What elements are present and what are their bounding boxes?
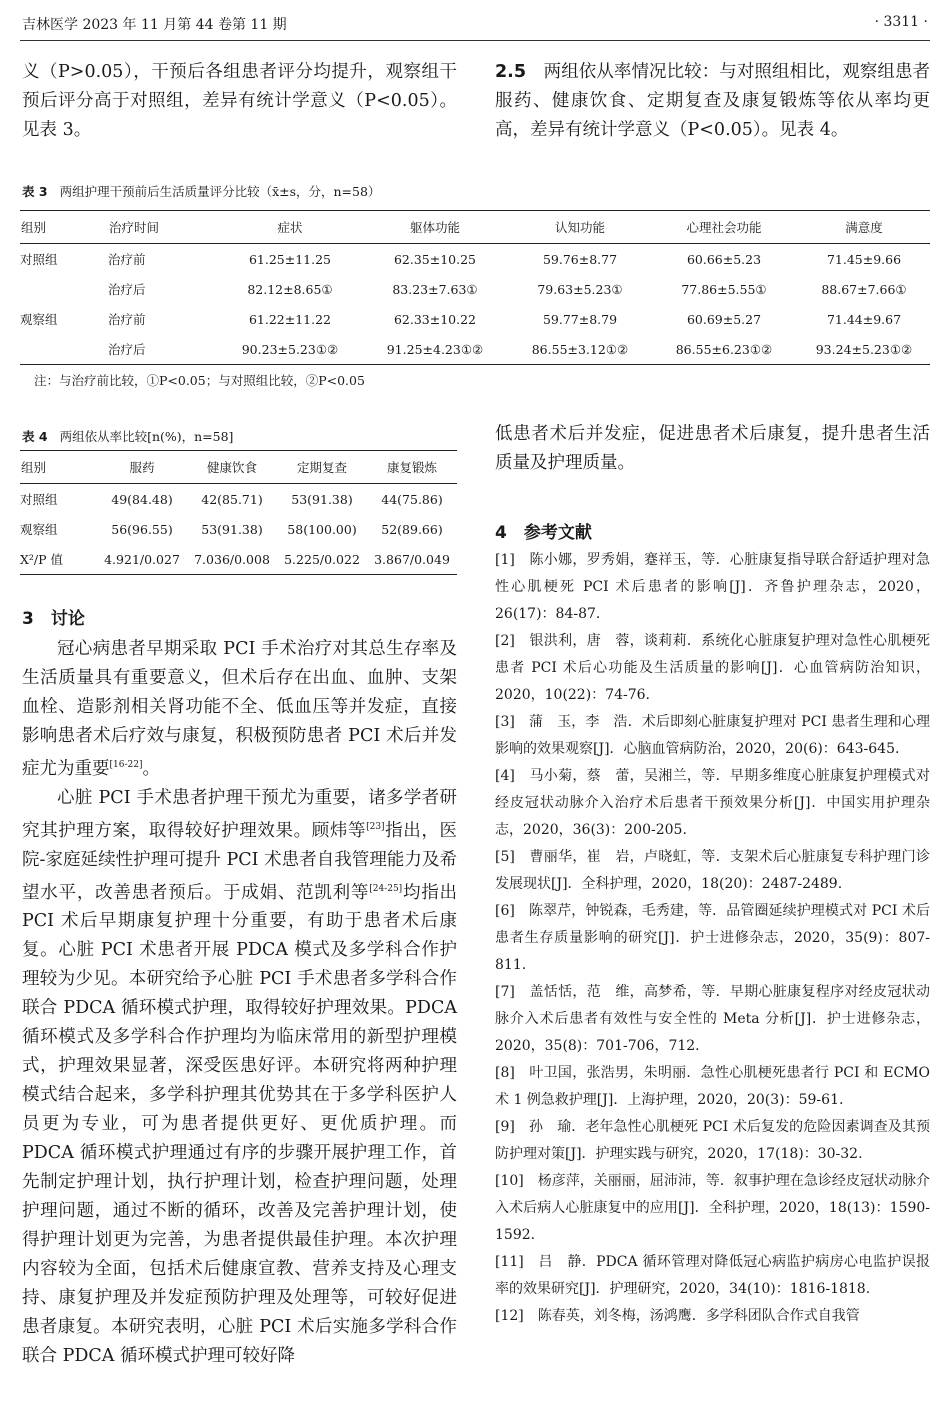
section-3-paragraph-2 <box>22 784 457 1372</box>
table3-cell: 60.69±5.27 <box>686 311 762 327</box>
table3-cell: 观察组 <box>20 312 58 327</box>
left-top-paragraph: 义（P>0.05），干预后各组患者评分均提升，观察组干预后评分高于对照组，差异有统计学意义（P<0.05）。见表 3。 <box>22 62 457 140</box>
table-row <box>20 484 457 515</box>
section-2-5-number: 2.5 <box>495 62 527 82</box>
reference-item: [7] 盖恬恬，范 维，高梦希，等．早期心脏康复程序对经皮冠状动脉介入术后患者有效性与安全性的 Meta 分析[J]．护士进修杂志，2020，35(8)：701-706，712. <box>495 984 930 1054</box>
table4-cell: 3.867/0.049 <box>374 551 450 567</box>
reference-item: [5] 曹丽华，崔 岩，卢晓虹，等．支架术后心脏康复专科护理门诊发展现状[J]．全科护理，2020，18(20)：2487-2489. <box>495 849 930 892</box>
table3-cell: 86.55±3.12①② <box>531 341 629 357</box>
table4 <box>20 450 457 575</box>
table3-header-row <box>20 211 930 244</box>
table3-label: 表 3 <box>22 184 48 199</box>
table3-caption <box>22 182 380 200</box>
reference-item: [11] 吕 静．PDCA 循环管理对降低冠心病监护病房心电监护误报率的效果研究[J]．护理研究，2020，34(10)：1816-1818. <box>495 1254 930 1297</box>
page-number: · 3311 · <box>874 14 928 30</box>
table3-header-cell: 满意度 <box>845 220 883 235</box>
table4-cell: 对照组 <box>20 492 58 507</box>
reference-item: [8] 叶卫国，张浩男，朱明丽．急性心肌梗死患者行 PCI 和 ECMO 术 1 例急救护理[J]．上海护理，2020，20(3)：59-61. <box>495 1065 930 1108</box>
table4-cell: 7.036/0.008 <box>194 551 270 567</box>
table-row <box>20 514 457 544</box>
table3-cell: 77.86±5.55① <box>681 281 767 297</box>
reference-item: [3] 蒲 玉，李 浩．术后即刻心脏康复护理对 PCI 患者生理和心理影响的效果观察[J]．心脑血管病防治，2020，20(6)：643-645. <box>495 714 930 757</box>
table4-caption <box>22 427 233 445</box>
table3-cell: 88.67±7.66① <box>821 281 907 297</box>
table-row <box>20 334 930 365</box>
paragraph-text: 心脏 PCI 手术患者护理干预尤为重要，诸多学者研究其护理方案，取得较好护理效果。顾炜等 <box>22 787 457 841</box>
table3-cell: 治疗前 <box>108 252 146 267</box>
section-3-paragraph-1 <box>22 635 457 784</box>
table4-cell: 58(100.00) <box>287 521 357 537</box>
paragraph-text: 。 <box>142 758 160 779</box>
table3 <box>20 210 930 365</box>
table3-header-cell: 组别 <box>21 220 47 235</box>
reference-item: [6] 陈翠芹，钟锐森，毛秀建，等．品管圈延续护理模式对 PCI 术后患者生存质量影响的研究[J]．护士进修杂志，2020，35(9)：807-811. <box>495 903 930 973</box>
table4-header-row <box>20 451 457 484</box>
table4-cell: 52(89.66) <box>381 521 443 537</box>
table4-cell: 42(85.71) <box>201 491 263 507</box>
table3-cell: 61.22±11.22 <box>248 311 332 327</box>
table4-cell: X²/P 值 <box>20 552 64 567</box>
table3-cell: 61.25±11.25 <box>248 251 332 267</box>
table4-header-cell: 定期复查 <box>296 460 347 475</box>
table3-caption-text: 两组护理干预前后生活质量评分比较（x̄±s，分，n=58） <box>59 184 381 199</box>
table3-cell: 治疗前 <box>108 312 146 327</box>
reference-item: [1] 陈小娜，罗秀娟，蹇祥玉，等．心脏康复指导联合舒适护理对急性心肌梗死 PCI 术后患者的影响[J]．齐鲁护理杂志，2020，26(17)：84-87. <box>495 552 930 622</box>
table4-cell: 53(91.38) <box>201 521 263 537</box>
table4-header-cell: 健康饮食 <box>206 460 257 475</box>
running-header <box>22 14 928 36</box>
table3-cell: 59.77±8.79 <box>542 311 618 327</box>
reference-item: [4] 马小菊，蔡 蕾，吴湘兰，等．早期多维度心脏康复护理模式对经皮冠状动脉介入治疗术后患者干预效果分析[J]．中国实用护理杂志，2020，36(3)：200-205. <box>495 768 930 838</box>
paragraph-text: 指出，医院-家庭延续性护理可提升 PCI 术患者自我管理能力及希望水平，改善患者预后。于成娟、范凯利等 <box>22 820 457 903</box>
table3-cell: 71.45±9.66 <box>826 251 902 267</box>
table4-cell: 4.921/0.027 <box>104 551 180 567</box>
table-row <box>20 544 457 575</box>
table3-note: 注：与治疗前比较，①P<0.05；与对照组比较，②P<0.05 <box>34 373 365 388</box>
paragraph-text: 冠心病患者早期采取 PCI 手术治疗对其总生存率及生活质量具有重要意义，但术后存在出血、血肿、支架血栓、造影剂相关肾功能不全、低血压等并发症，直接影响患者术后疗效与康复，积极预防患者 PCI 术后并发症尤为重要 <box>22 639 457 779</box>
table3-cell: 62.35±10.25 <box>393 251 477 267</box>
table4-cell: 49(84.48) <box>111 491 173 507</box>
table-row <box>20 304 930 334</box>
table-row <box>20 274 930 304</box>
table-row <box>20 244 930 275</box>
table4-cell: 56(96.55) <box>111 521 173 537</box>
table4-label: 表 4 <box>22 429 48 444</box>
section-2-5-text: 两组依从率情况比较：与对照组相比，观察组患者服药、健康饮食、定期复查及康复锻炼等依从率均更高，差异有统计学意义（P<0.05）。见表 4。 <box>495 62 931 140</box>
table3-cell: 62.33±10.22 <box>393 311 477 327</box>
section-3 <box>22 604 457 1371</box>
table3-header-cell: 认知功能 <box>554 220 605 235</box>
table4-cell: 5.225/0.022 <box>284 551 360 567</box>
journal-info: 吉林医学 2023 年 11 月第 44 卷第 11 期 <box>22 17 287 33</box>
paragraph-text: 均指出 PCI 术后早期康复护理十分重要，有助于患者术后康复。心脏 PCI 术患者开展 PDCA 模式及多学科合作护理较为少见。本研究给予心脏 PCI 手术患者多学科合作联合 PDCA 循环模式护理，取得较好护理效果。PDCA 循环模式及多学科合作护理均为临床常用的新型护理模式，护理效果显著，深受医患好评。本研究将两种护理模式结合起来，多学科护理其优势其在于多学科医护人员更为专业，可为患者提供更好、更优质护理。而 PDCA 循环模式护理通过有序的步骤开展护理工作，首先制定护理计划，执行护理计划，检查护理问题，处理护理问题，通过不断的循环，改善及完善护理计划，使得护理计划更为完善，为患者提供最佳护理。本次护理内容较为全面，包括术后健康宣教、营养支持及心理支持、康复护理及并发症预防护理及处理等，可较好促进患者康复。本研究表明，心脏 PCI 术后实施多学科合作联合 PDCA 循环模式护理可较好降 <box>22 882 458 1367</box>
table3-cell: 91.25±4.23①② <box>386 341 484 357</box>
table4-cell: 观察组 <box>20 522 58 537</box>
table3-cell: 86.55±6.23①② <box>675 341 773 357</box>
left-top-block <box>22 58 457 145</box>
table3-cell <box>20 334 108 365</box>
table3-cell: 82.12±8.65① <box>247 281 333 297</box>
table3-header-cell: 心理社会功能 <box>686 220 762 235</box>
citation: [16-22] <box>109 760 143 770</box>
table3-cell: 59.76±8.77 <box>542 251 618 267</box>
table3-cell: 治疗后 <box>108 282 146 297</box>
section-2-5-paragraph <box>495 58 930 145</box>
right-top-block <box>495 58 930 145</box>
reference-item: [12] 陈春英，刘冬梅，汤鸿鹰．多学科团队合作式自我管 <box>495 1308 860 1324</box>
table4-caption-text: 两组依从率比较[n(%)，n=58] <box>59 429 234 444</box>
table3-cell: 93.24±5.23①② <box>815 341 913 357</box>
section-3-paragraph-continued: 低患者术后并发症，促进患者术后康复，提升患者生活质量及护理质量。 <box>495 424 930 473</box>
table3-header-cell: 症状 <box>277 220 303 235</box>
table3-cell <box>20 274 108 304</box>
reference-list <box>495 547 930 1330</box>
table4-header-cell: 康复锻炼 <box>386 460 437 475</box>
table3-cell: 治疗后 <box>108 342 146 357</box>
table3-cell: 60.66±5.23 <box>686 251 762 267</box>
table3-cell: 对照组 <box>20 252 58 267</box>
reference-item: [2] 银洪利，唐 蓉，谈莉莉．系统化心脏康复护理对急性心肌梗死患者 PCI 术后心功能及生活质量的影响[J]．心血管病防治知识，2020，10(22)：74-76. <box>495 633 930 703</box>
table4-cell: 44(75.86) <box>381 491 443 507</box>
table3-header-cell: 躯体功能 <box>409 220 460 235</box>
table3-cell: 83.23±7.63① <box>392 281 478 297</box>
citation: [23] <box>366 821 385 832</box>
citation: [24-25] <box>369 883 403 894</box>
table4-header-cell: 组别 <box>21 460 47 475</box>
table4-header-cell: 服药 <box>129 460 155 475</box>
table4-cell: 53(91.38) <box>291 491 353 507</box>
table3-header-cell: 治疗时间 <box>109 220 160 235</box>
reference-item: [9] 孙 瑜．老年急性心肌梗死 PCI 术后复发的危险因素调查及其预防护理对策[J]．护理实践与研究，2020，17(18)：30-32. <box>495 1119 930 1162</box>
table3-cell: 90.23±5.23①② <box>241 341 339 357</box>
section-4-title: 4 参考文献 <box>495 523 592 543</box>
section-3-title: 3 讨论 <box>22 609 85 629</box>
reference-item: [10] 杨彦萍，关丽丽，屈沛沛，等．叙事护理在急诊经皮冠状动脉介入术后病人心脏康复中的应用[J]．全科护理，2020，18(13)：1590-1592. <box>495 1173 930 1243</box>
right-column <box>495 420 930 1330</box>
table3-cell: 79.63±5.23① <box>537 281 623 297</box>
table3-cell: 71.44±9.67 <box>826 311 902 327</box>
header-rule <box>20 40 930 41</box>
